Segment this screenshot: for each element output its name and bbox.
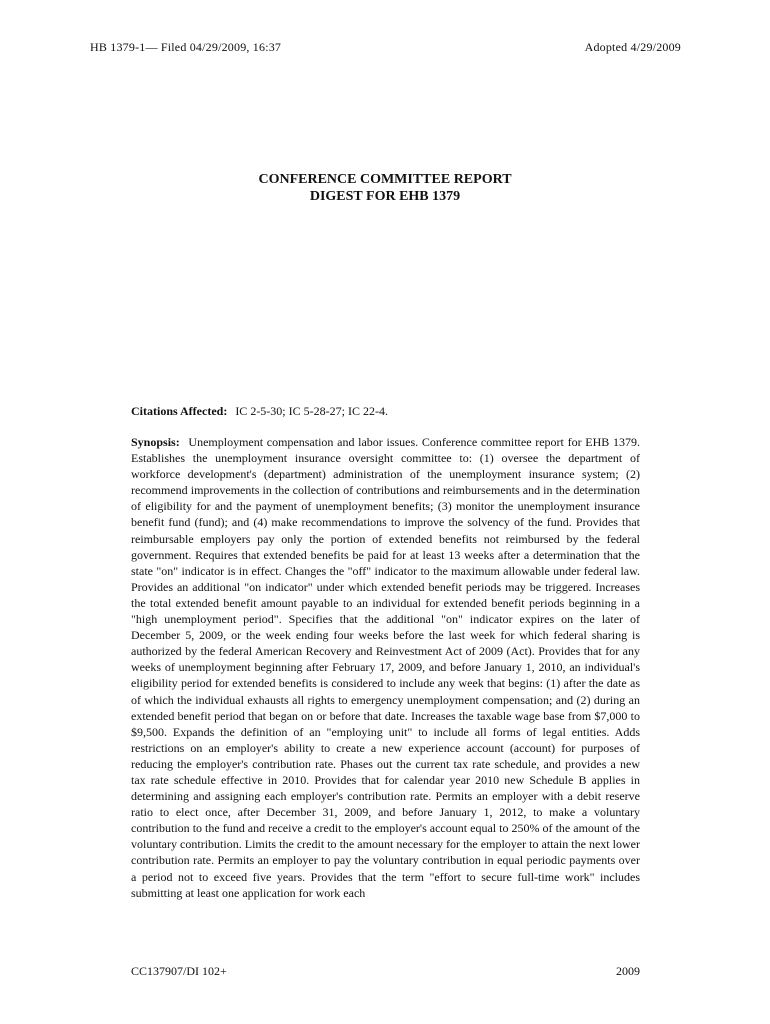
synopsis-label: Synopsis: xyxy=(131,435,180,449)
citations-label: Citations Affected: xyxy=(131,404,228,418)
report-title xyxy=(0,171,770,205)
document-header-adopted-date: Adopted 4/29/2009 xyxy=(584,40,681,54)
synopsis-text: Unemployment compensation and labor issues. Conference committee report for EHB 1379. Establishes the unemployment insurance oversight committee to: (1) oversee the department of workforce development's (department) administration of the unemployment insurance system; (2) recommend improvements in the collection of contributions and reimbursements and in the determination of eligibility for and the payment of unemployment benefits; (3) monitor the unemployment insurance benefit fund (fund); and (4) make recommendations to improve the solvency of the fund. Provides that reimbursable employers pay only the portion of extended benefits not reimbursed by the federal government. Requires that extended benefits be paid for at least 13 weeks after a determination that the state "on" indicator is in effect. Changes the "off" indicator to the maximum allowable under federal law. Provides an additional "on indicator" under which extended benefit periods may be triggered. Increases the total extended benefit amount payable to an individual for extended benefit periods beginning in a "high unemployment period". Specifies that the additional "on" indicator expires on the later of December 5, 2009, or the week ending four weeks before the last week for which federal sharing is authorized by the federal American Recovery and Reinvestment Act of 2009 (Act). Provides that for any weeks of unemployment beginning after February 17, 2009, and before January 1, 2010, an individual's eligibility period for extended benefits is considered to include any week that begins: (1) after the date as of which the individual exhausts all rights to emergency unemployment compensation; and (2) during an extended benefit period that began on or before that date. Increases the taxable wage base from $7,000 to $9,500. Expands the definition of an "employing unit" to include all forms of legal entities. Adds restrictions on an employer's ability to create a new experience account (account) for purposes of reducing the employer's contribution rate. Phases out the current tax rate schedule, and provides a new tax rate schedule effective in 2010. Provides that for calendar year 2010 new Schedule B applies in determining and assigning each employer's contribution rate. Permits an employer with a debit reserve ratio to elect once, after December 31, 2009, and before January 1, 2012, to make a voluntary contribution to the fund and receive a credit to the employer's account equal to 250% of the amount of the voluntary contribution. Limits the credit to the amount necessary for the employer to attain the next lower contribution rate. Permits an employer to pay the voluntary contribution in equal periodic payments over a period not to exceed five years. Provides that the term "effort to secure full-time work" includes submitting at least one application for work each xyxy=(131,435,640,900)
document-footer-year: 2009 xyxy=(616,964,640,978)
report-title-line-1: CONFERENCE COMMITTEE REPORT xyxy=(258,172,512,187)
citations-text: IC 2-5-30; IC 5-28-27; IC 22-4. xyxy=(235,404,388,418)
document-footer-code: CC137907/DI 102+ xyxy=(131,964,227,978)
synopsis-paragraph xyxy=(131,434,640,901)
citations-affected xyxy=(131,403,640,419)
report-title-line-2: DIGEST FOR EHB 1379 xyxy=(309,189,461,204)
document-header-filing-info: HB 1379-1— Filed 04/29/2009, 16:37 xyxy=(90,40,282,54)
